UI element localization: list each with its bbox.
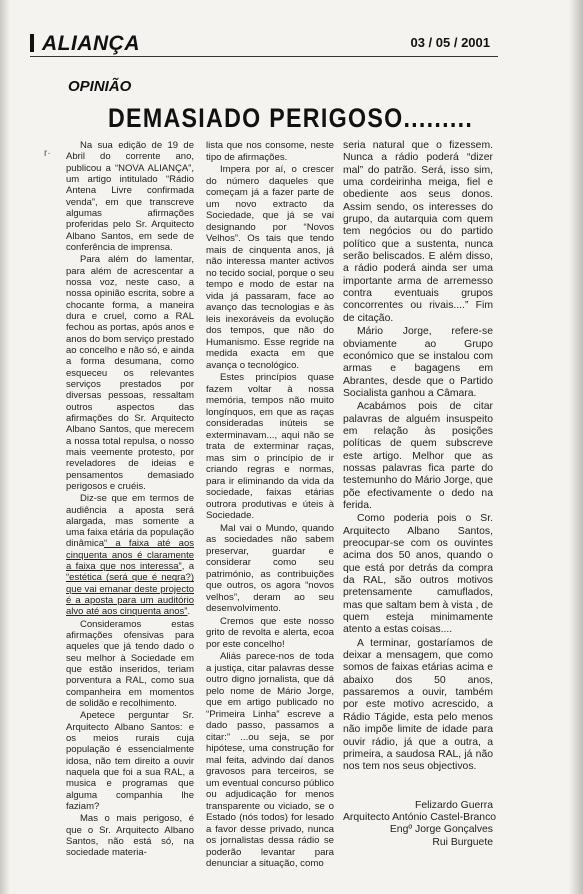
underlined-quote: “ a faixa até aos cinquenta anos é claramente a faixa que nos interessa”	[66, 538, 194, 573]
paper-edge-right	[569, 0, 583, 894]
paragraph: Como poderia pois o Sr. Arquitecto Albano Santos, preocupar-se com os ouvintes acima dos 50 anos, quando o que está por detrás da compra da RAL, são outros motivos pretensamente camuflados, mas que saltam bem à vista , de quem esteja minimamente atento a estas coisas....	[343, 513, 493, 636]
paragraph: Apetece perguntar Sr. Arquitecto Albano Santos: e os meios rurais cuja população é essencialmente idosa, não tem direito a ouvir naquela que foi a sua RAL, a musica e programas que alguma companhia lhe faziam?	[66, 710, 194, 813]
masthead	[30, 32, 490, 54]
section-label: OPINIÃO	[68, 78, 132, 95]
paragraph: lista que nos consome, neste tipo de afirmações.	[206, 140, 334, 163]
paragraph: seria natural que o fizessem. Nunca a rádio poderá “dizer mal” do patrão. Será, isso sim, uma cordeirinha meiga, fiel e obediente aos seus donos. Assim sendo, os interesses do grupo, da autarquia com quem tem negócios ou do partido político que a sustenta, nunca serão beliscados. E além disso, a rádio poderá ainda ser uma importante arma de arremesso contra eventuais grupos concorrentes ou rivais....” Fim de citação.	[343, 140, 493, 324]
paragraph: Estes princípios quase fazem voltar à nossa memória, tempos não muito longínquos, em que as raças consideradas inúteis se exterminavam..., aqui não se trata de exterminar raças, mas sim o princípio de ir criando regras e normas, para ir eliminando da vida da sociedade, faixas etárias outrora produtivas e úteis à Sociedade.	[206, 372, 334, 521]
text-run: Diz-se que em termos de audiência a aposta será alargada, mas somente a uma faixa etária da população dinâmica	[66, 493, 194, 550]
article-column-3	[343, 140, 497, 849]
masthead-title: ALIANÇA	[42, 32, 140, 55]
paragraph: Na sua edição de 19 de Abril do corrente ano, publicou a “NOVA ALIANÇA”, um artigo intitulado “Rádio Antena Livre confirmada venda”, em que transcreve algumas afirmações proferidas pelo Sr. Arquitecto Albano Santos, em sede de conferência de imprensa.	[66, 140, 194, 253]
text-run: , a	[181, 561, 194, 573]
signature-line: Arquitecto António Castel-Branco	[343, 811, 497, 823]
paragraph: Para além do lamentar, para além de acrescentar a nossa voz, neste caso, a nossa opinião escrita, sobre a chocante forma, a maneira dura e cruel, como a RAL fechou as portas, após anos e anos do bom serviço prestado ao concelho e não só, e ainda a forma desumana, como esqueceu os relevantes serviços prestados por diversas pessoas, ressaltam outros aspectos das afirmações do Sr. Arquitecto Albano Santos, que merecem a nossa total repulsa, o nosso mais veemente protesto, por reveladores de ideias e pensamentos demasiado perigosos e cruéis.	[66, 254, 194, 492]
headline: DEMASIADO PERIGOSO.........	[108, 103, 474, 133]
paragraph: A terminar, gostaríamos de deixar a mensagem, que como somos de faixas etárias acima e abaixo dos 50 anos, passaremos a ouvir, também por este motivo acrescido, a Rádio Tágide, esta pelo menos não impõe limite de idade para ouvir rádio, já que a outra, a primeira, a saudosa RAL, já não nos tem nos seus objectivos.	[343, 637, 493, 773]
signature-line: Rui Burguete	[432, 836, 493, 848]
paragraph: Cremos que este nosso grito de revolta e alerta, ecoa por este concelho!	[206, 615, 334, 650]
masthead-bar	[30, 34, 34, 52]
paragraph: Impera por aí, o crescer do número daqueles que começam já a fazer parte de um novo extracto da Sociedade, que já se vai designando por “Novos Velhos”. Os tais que tendo mais de cinquenta anos, já não interessa manter activos no tecido social, porque o seu tempo e modo de estar na vida já passaram, face ao avanço das tecnologias e às leis inexoráveis da evolução dos tempos, que não do Humanismo. Esse regride na medida exacta em que avança o tecnológico.	[206, 164, 334, 371]
paragraph: Mal vai o Mundo, quando as sociedades não sabem preservar, guardar e considerar como seu património, as contribuições que outros, os agora “novos velhos”, deram ao seu desenvolvimento.	[206, 522, 334, 614]
paragraph: Consideramos estas afirmações ofensivas para aqueles que já tendo dado o seu melhor à Sociedade em que estão inseridos, teriam porventura a RAL, como sua companheira em momentos de solidão e recolhimento.	[66, 618, 194, 710]
paragraph: Mas o mais perigoso, é que o Sr. Arquitecto Albano Santos, não está só, na sociedade materia-	[66, 813, 194, 859]
signatures	[343, 799, 497, 850]
paragraph: Mário Jorge, refere-se obviamente ao Grupo económico que se instalou com armas e bagagens em Abrantes, desde que o Partido Socialista ganhou a Câmara.	[343, 326, 493, 399]
masthead-rule	[30, 56, 498, 57]
paper-edge-left	[0, 0, 10, 894]
margin-mark: r·	[44, 148, 51, 159]
paragraph-quote	[66, 493, 194, 618]
text-run: .	[187, 606, 191, 618]
masthead-date: 03 / 05 / 2001	[410, 35, 490, 50]
paragraph: Acabámos pois de citar palavras de alguém insuspeito em relação às posições políticas de quem subscreve este artigo. Melhor que as nossas palavras fica parte do testemunho do Mário Jorge, que põe efectivamente o dedo na ferida.	[343, 401, 493, 511]
underlined-quote: “estética (será que é negra?) que vai emanar deste projecto é a aposta para um auditório alvo até aos cinquenta anos”	[66, 572, 194, 618]
paragraph: Aliás parece-nos de toda a justiça, citar palavras desse outro digno jornalista, que dá pelo nome de Mário Jorge, que em artigo publicado no “Primeira Linha” escreve a dado passo, passamos a citar:” ...ou seja, se por hipótese, uma construção for mal feita, advindo daí danos gravosos para terceiros, se um eventual concurso público ou adjudicação for menos transparente ou viciado, se o Estado (nós todos) for lesado a favor desse privado, nunca os jornalistas dessa rádio se poderão levantar para denunciar a situação, como	[206, 651, 334, 869]
article-column-1	[66, 140, 194, 860]
article-column-2	[206, 140, 334, 871]
signature-line: Felizardo Guerra	[415, 799, 493, 811]
signature-line: Engº Jorge Gonçalves	[389, 824, 493, 836]
